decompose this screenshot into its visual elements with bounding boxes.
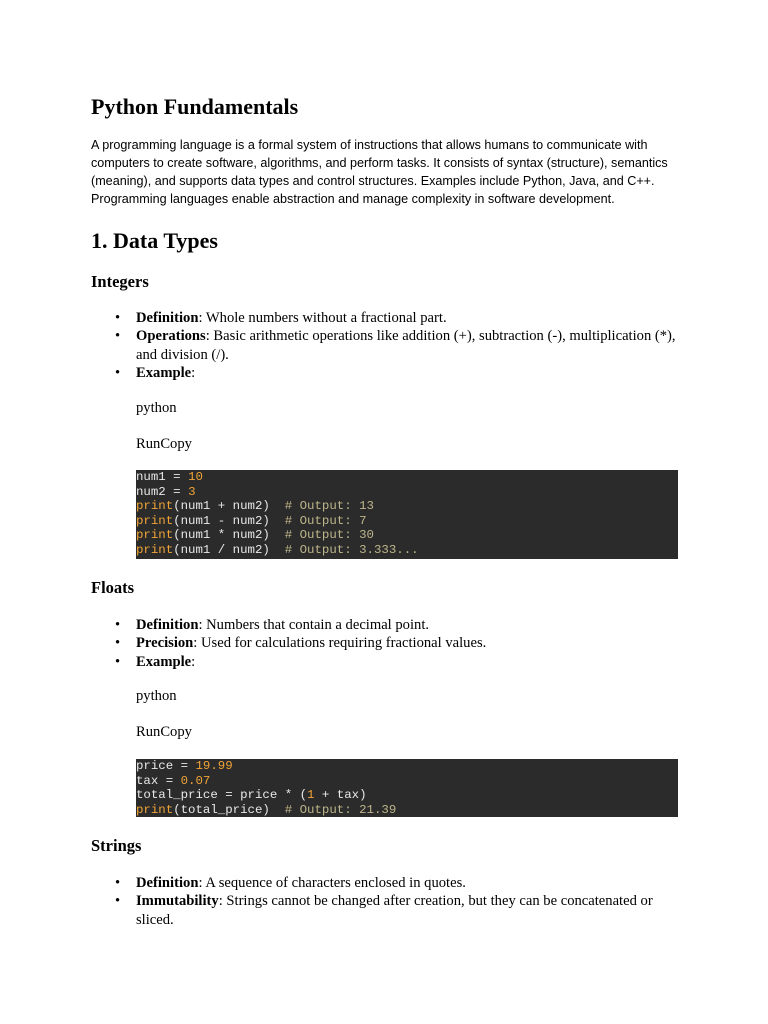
code-comment: # Output: 21.39 xyxy=(284,802,397,817)
bullet-text: : Numbers that contain a decimal point. xyxy=(198,617,430,633)
bullet-text: : Whole numbers without a fractional part. xyxy=(198,310,447,326)
code-number: 1 xyxy=(307,788,315,803)
floats-code-block xyxy=(136,759,678,817)
subheading-floats: Floats xyxy=(91,578,135,597)
code-number: 3 xyxy=(188,484,196,499)
code-line xyxy=(136,543,678,558)
code-line xyxy=(136,528,678,543)
code-line xyxy=(136,759,678,774)
code-line xyxy=(136,774,678,789)
code-token: (num1 - num2) xyxy=(173,513,285,528)
list-item xyxy=(91,653,681,671)
code-token: total_price = price * ( xyxy=(136,788,308,803)
integers-language-label: python xyxy=(136,400,177,416)
strings-bullet-list xyxy=(91,874,681,929)
code-comment: # Output: 3.333... xyxy=(284,542,419,557)
code-token: num1 = xyxy=(136,470,189,484)
bullet-text: : xyxy=(191,653,196,670)
code-token: (num1 + num2) xyxy=(173,499,285,514)
bullet-term: Example xyxy=(136,653,192,670)
code-keyword: print xyxy=(136,542,174,557)
bullet-term: Immutability xyxy=(136,893,219,910)
floats-run-copy-label[interactable]: RunCopy xyxy=(136,724,192,740)
intro-paragraph: A programming language is a formal system of instructions that allows humans to communicate with computers to create software, algorithms, and perform tasks. It consists of syntax (structure), semantics (meaning), and supports data types and control structures. Examples include Python, Java, and C++. Programming languages enable abstraction and manage complexity in software development. xyxy=(91,138,668,206)
code-token: + tax) xyxy=(314,788,367,803)
floats-bullet-list xyxy=(91,616,681,671)
section-heading-data-types: 1. Data Types xyxy=(91,228,218,253)
bullet-term: Definition xyxy=(136,617,199,633)
list-item xyxy=(91,874,681,892)
subheading-strings: Strings xyxy=(91,836,142,855)
code-line xyxy=(136,470,678,485)
bullet-text: : xyxy=(191,365,196,382)
list-item xyxy=(91,616,681,634)
bullet-text: : Used for calculations requiring fractional values. xyxy=(193,635,487,652)
subheading-integers: Integers xyxy=(91,272,149,291)
code-line xyxy=(136,803,678,817)
floats-language-label: python xyxy=(136,688,177,704)
code-token: tax = xyxy=(136,773,181,788)
list-item xyxy=(91,892,681,929)
bullet-term: Example xyxy=(136,365,192,382)
code-line xyxy=(136,485,678,500)
list-item xyxy=(91,327,681,364)
code-comment: # Output: 30 xyxy=(284,528,374,543)
code-number: 0.07 xyxy=(180,773,211,788)
page-title: Python Fundamentals xyxy=(91,94,299,119)
code-token: (num1 / num2) xyxy=(173,542,285,557)
code-token: (total_price) xyxy=(173,802,285,817)
code-number: 19.99 xyxy=(195,759,233,773)
bullet-term: Definition xyxy=(136,310,199,326)
integers-bullet-list xyxy=(91,309,681,383)
integers-run-copy-label[interactable]: RunCopy xyxy=(136,436,192,452)
bullet-term: Operations xyxy=(136,328,206,345)
bullet-text: : Basic arithmetic operations like addition (+), subtraction (-), multiplication (*), and division (/). xyxy=(136,328,676,363)
code-line xyxy=(136,514,678,529)
bullet-term: Definition xyxy=(136,875,199,891)
code-keyword: print xyxy=(136,513,174,528)
code-token: (num1 * num2) xyxy=(173,528,285,543)
code-comment: # Output: 7 xyxy=(284,513,367,528)
bullet-term: Precision xyxy=(136,635,194,652)
integers-code-block xyxy=(136,470,678,559)
code-keyword: print xyxy=(136,499,174,514)
code-keyword: print xyxy=(136,528,174,543)
list-item xyxy=(91,634,681,652)
code-number: 10 xyxy=(188,470,203,484)
list-item xyxy=(91,364,681,382)
code-comment: # Output: 13 xyxy=(284,499,374,514)
code-keyword: print xyxy=(136,802,174,817)
code-line xyxy=(136,499,678,514)
code-token: price = xyxy=(136,759,196,773)
bullet-text: : A sequence of characters enclosed in quotes. xyxy=(198,875,466,891)
bullet-text: : Strings cannot be changed after creation, but they can be concatenated or sliced. xyxy=(136,893,653,928)
list-item xyxy=(91,309,681,327)
code-token: num2 = xyxy=(136,484,189,499)
code-line xyxy=(136,788,678,803)
